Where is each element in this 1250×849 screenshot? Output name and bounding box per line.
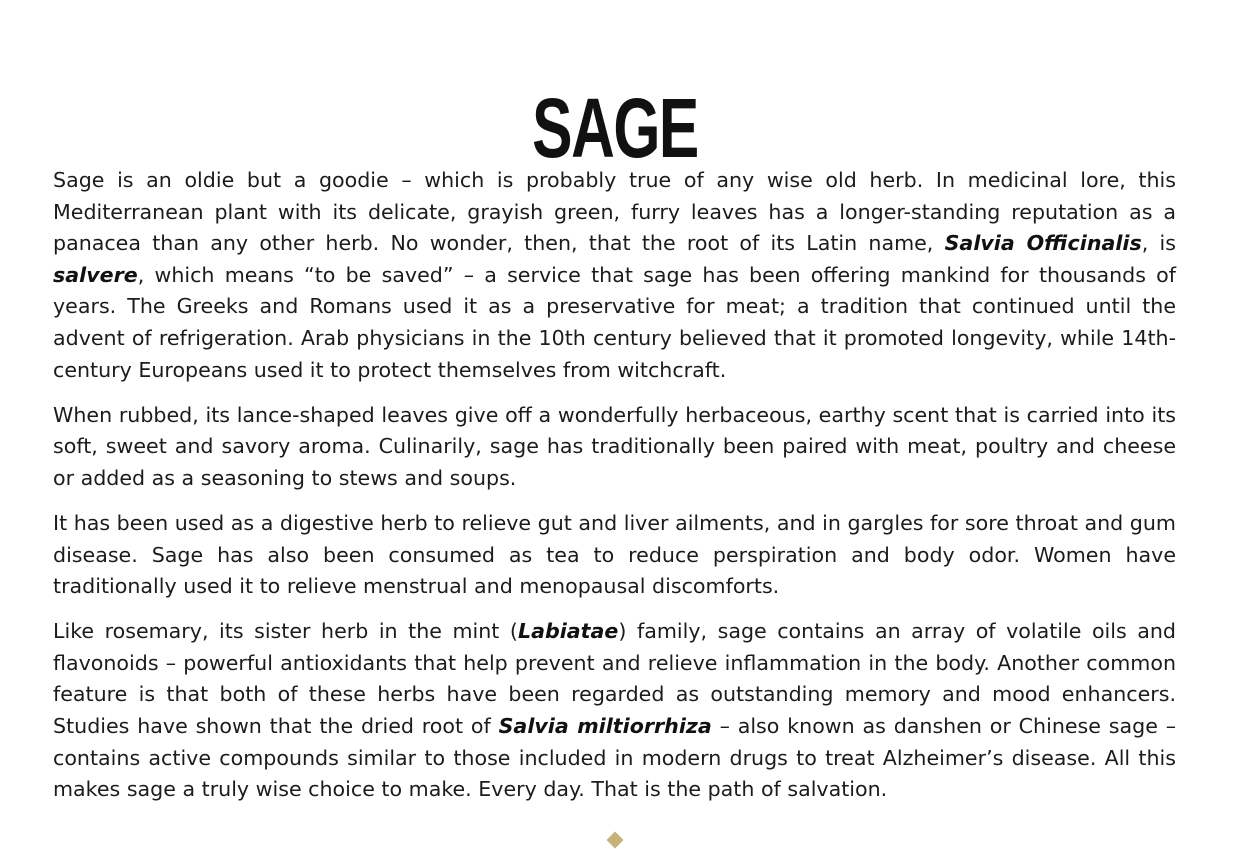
text-run: ) family, sage contains an array of volatile oils and flavonoids – powerful antioxidants that help prevent and relieve inflammation in the body. Another common feature is that both of these herbs have been regarded as outstanding memory and mood enhancers. Studies have shown that the dried root of [53, 619, 1176, 738]
paragraph-medicinal: It has been used as a digestive herb to relieve gut and liver ailments, and in gargles for sore throat and gum disease. Sage has also been consumed as tea to reduce perspiration and body odor. Women have traditionally used it to relieve menstrual and menopausal discomforts. [53, 510, 1176, 599]
text-run: , which means “to be saved” – a service that sage has been offering mankind for thousands of years. The Greeks and Romans used it as a preservative for meat; a tradition that continued until the advent of refrigeration. Arab physicians in the 10th century believed that it promoted longevity, while 14th-century Europeans used it to protect themselves from witchcraft. [53, 262, 1176, 382]
paragraph-benefits [53, 616, 1176, 806]
text-run: Sage is an oldie but a goodie – which is probably true of any wise old herb. In medicinal lore, this Mediterranean plant with its delicate, grayish green, furry leaves has a longer-standing reputation as a panacea than any other herb. No wonder, then, that the root of its Latin name, [53, 168, 1176, 256]
latin-name: Salvia Officinalis [944, 231, 1142, 256]
family-name: Labiatae [517, 619, 619, 644]
text-run: Like rosemary, its sister herb in the mint ( [53, 619, 518, 644]
diamond-ornament-icon [607, 832, 624, 849]
root-word: salvere [53, 262, 138, 287]
species-name: Salvia miltiorrhiza [498, 714, 712, 738]
paragraph-history [53, 165, 1176, 386]
text-run: , is [1141, 231, 1176, 256]
text-run: – also known as danshen or Chinese sage – contains active compounds similar to those included in modern drugs to treat Alzheimer’s disease. All this makes sage a truly wise choice to make. Every day. That is the path of salvation. [53, 714, 1176, 802]
paragraph-aroma: When rubbed, its lance-shaped leaves give off a wonderfully herbaceous, earthy scent that is carried into its soft, sweet and savory aroma. Culinarily, sage has traditionally been paired with meat, poultry and cheese or added as a seasoning to stews and soups. [53, 402, 1176, 490]
article-body [53, 165, 1176, 819]
page-title: SAGE [532, 81, 698, 176]
